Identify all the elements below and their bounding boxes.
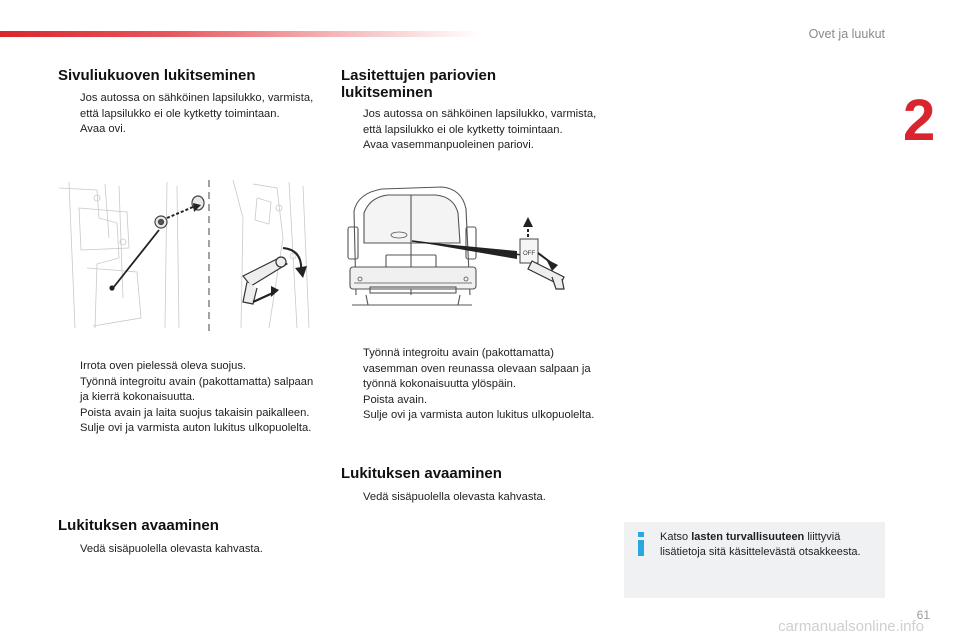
list-item: Poista avain.	[363, 393, 428, 406]
info-icon	[636, 532, 646, 556]
page-number: 61	[916, 608, 930, 622]
watermark: carmanualsonline.info	[778, 618, 924, 635]
left-unlock-list	[58, 542, 320, 558]
list-item: Avaa vasemmanpuoleinen pariovi.	[363, 139, 534, 151]
section-title: Ovet ja luukut	[808, 27, 885, 41]
sliding-door-lock-illustration	[57, 178, 315, 336]
info-text: Katso lasten turvallisuuteen liittyviä lisätietoja sitä käsittelevästä otsakkeesta.	[660, 531, 861, 558]
right-unlock-list	[341, 490, 603, 506]
van-rear-doors-illustration	[342, 183, 584, 315]
list-item: Sulje ovi ja varmista auton lukitus ulkopuolelta.	[363, 409, 595, 421]
right-column	[341, 67, 603, 154]
chapter-number: 2	[903, 88, 936, 153]
list-item: Poista avain ja laita suojus takaisin paikalleen.	[80, 406, 310, 419]
list-item: Jos autossa on sähköinen lapsilukko, varmista, että lapsilukko ei ole kytketty toimintaan.	[80, 92, 314, 120]
right-heading-line2: lukitseminen	[341, 84, 433, 101]
list-item: Vedä sisäpuolella olevasta kahvasta.	[363, 491, 546, 503]
left-intro-list	[58, 91, 318, 138]
list-item: Sulje ovi ja varmista auton lukitus ulkopuolelta.	[80, 422, 312, 434]
right-unlock-section	[341, 465, 603, 506]
right-heading-line1: Lasitettujen pariovien	[341, 67, 497, 84]
left-unlock-section	[58, 517, 320, 558]
left-unlock-heading: Lukituksen avaaminen	[58, 517, 219, 534]
list-item: Vedä sisäpuolella olevasta kahvasta.	[80, 543, 263, 555]
left-steps	[58, 359, 320, 437]
left-column	[58, 67, 318, 138]
off-label: OFF	[523, 251, 535, 257]
list-item: Työnnä integroitu avain (pakottamatta) salpaan ja kierrä kokonaisuutta.	[80, 375, 314, 403]
list-item: Työnnä integroitu avain (pakottamatta) vasemman oven reunassa olevaan salpaan ja työnnä kokonaisuutta ylöspäin.	[363, 347, 591, 390]
right-unlock-heading: Lukituksen avaaminen	[341, 465, 502, 482]
right-steps-list	[341, 346, 603, 424]
left-steps-list	[58, 359, 320, 437]
info-box	[624, 522, 885, 598]
chapter-color-bar	[0, 31, 480, 37]
right-intro-list	[341, 107, 603, 154]
info-bold-link: lasten turvallisuuteen	[691, 531, 805, 543]
right-steps	[341, 346, 603, 424]
list-item: Avaa ovi.	[80, 123, 126, 135]
left-heading: Sivuliukuoven lukitseminen	[58, 67, 256, 84]
list-item: Jos autossa on sähköinen lapsilukko, varmista, että lapsilukko ei ole kytketty toimintaan.	[363, 108, 597, 136]
list-item: Irrota oven pielessä oleva suojus.	[80, 360, 247, 372]
